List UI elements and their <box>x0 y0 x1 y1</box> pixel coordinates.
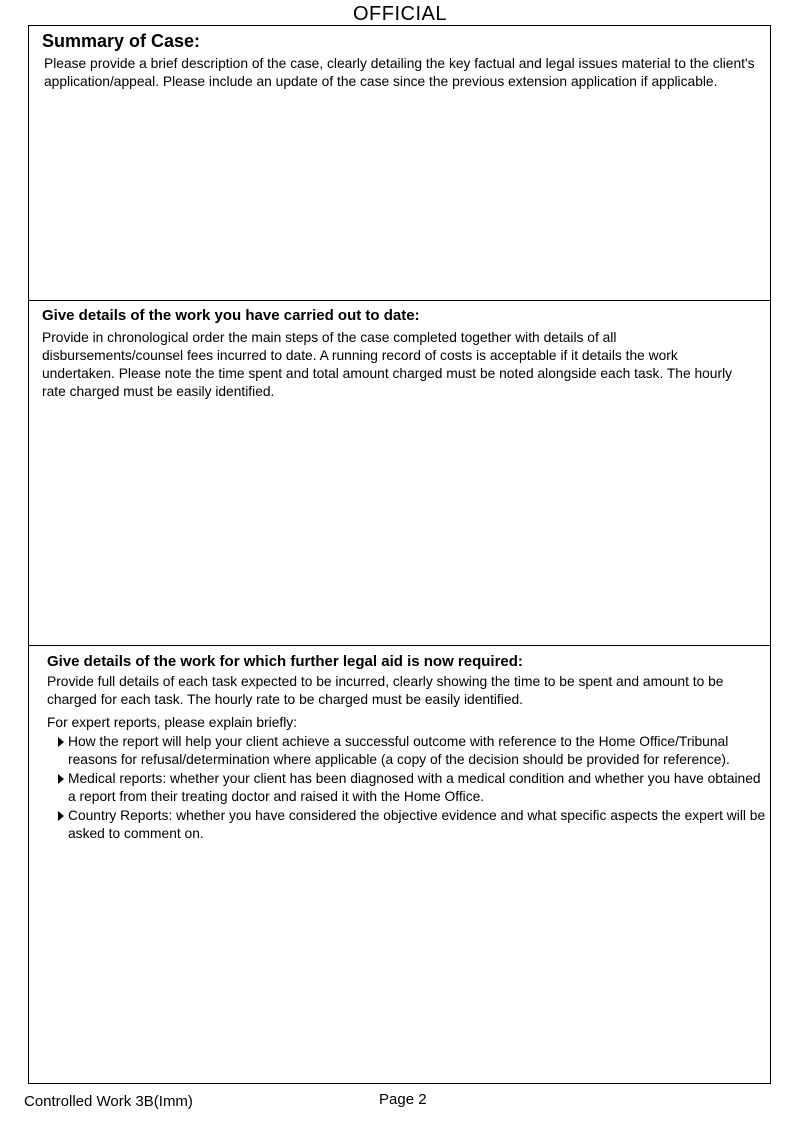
bullet-text: Country Reports: whether you have considered the objective evidence and what specific aspects the expert will be asked to comment on. <box>68 808 766 841</box>
triangle-bullet-icon <box>58 737 64 747</box>
triangle-bullet-icon <box>58 811 64 821</box>
expert-reports-list <box>56 733 770 844</box>
summary-of-case-instructions: Please provide a brief description of the case, clearly detailing the key factual and legal issues material to the client's application/appeal. Please include an update of the case since the previous extension application if applicable. <box>44 56 755 89</box>
classification-marking: OFFICIAL <box>352 3 447 25</box>
summary-of-case-section[interactable] <box>29 26 770 301</box>
bullet-text: Medical reports: whether your client has been diagnosed with a medical condition and whether you have obtained a report from their treating doctor and raised it with the Home Office. <box>68 771 761 804</box>
form-box <box>28 25 771 1084</box>
further-work-title: Give details of the work for which further legal aid is now required: <box>47 653 523 670</box>
further-work-instructions: Provide full details of each task expected to be incurred, clearly showing the time to be spent and amount to be charged for each task. The hourly rate to be charged must be easily identified. <box>47 674 724 707</box>
list-item <box>56 770 770 805</box>
page-number: Page 2 <box>379 1091 427 1108</box>
bullet-text: How the report will help your client achieve a successful outcome with reference to the Home Office/Tribunal reasons for refusal/determination where applicable (a copy of the decision should be provided for reference). <box>68 734 730 767</box>
list-item <box>56 807 770 842</box>
work-to-date-title: Give details of the work you have carried out to date: <box>42 307 420 324</box>
further-work-section[interactable] <box>29 646 770 1083</box>
work-to-date-section[interactable] <box>29 301 770 646</box>
summary-of-case-title: Summary of Case: <box>42 31 201 51</box>
expert-reports-lead: For expert reports, please explain briefly: <box>47 715 297 730</box>
form-code: Controlled Work 3B(Imm) <box>24 1093 193 1110</box>
work-to-date-instructions: Provide in chronological order the main steps of the case completed together with details of all disbursements/counsel fees incurred to date. A running record of costs is acceptable if it details the work undertaken. Please note the time spent and total amount charged must be noted alongside each task. The hourly rate charged must be easily identified. <box>42 330 733 399</box>
list-item <box>56 733 770 768</box>
triangle-bullet-icon <box>58 774 64 784</box>
